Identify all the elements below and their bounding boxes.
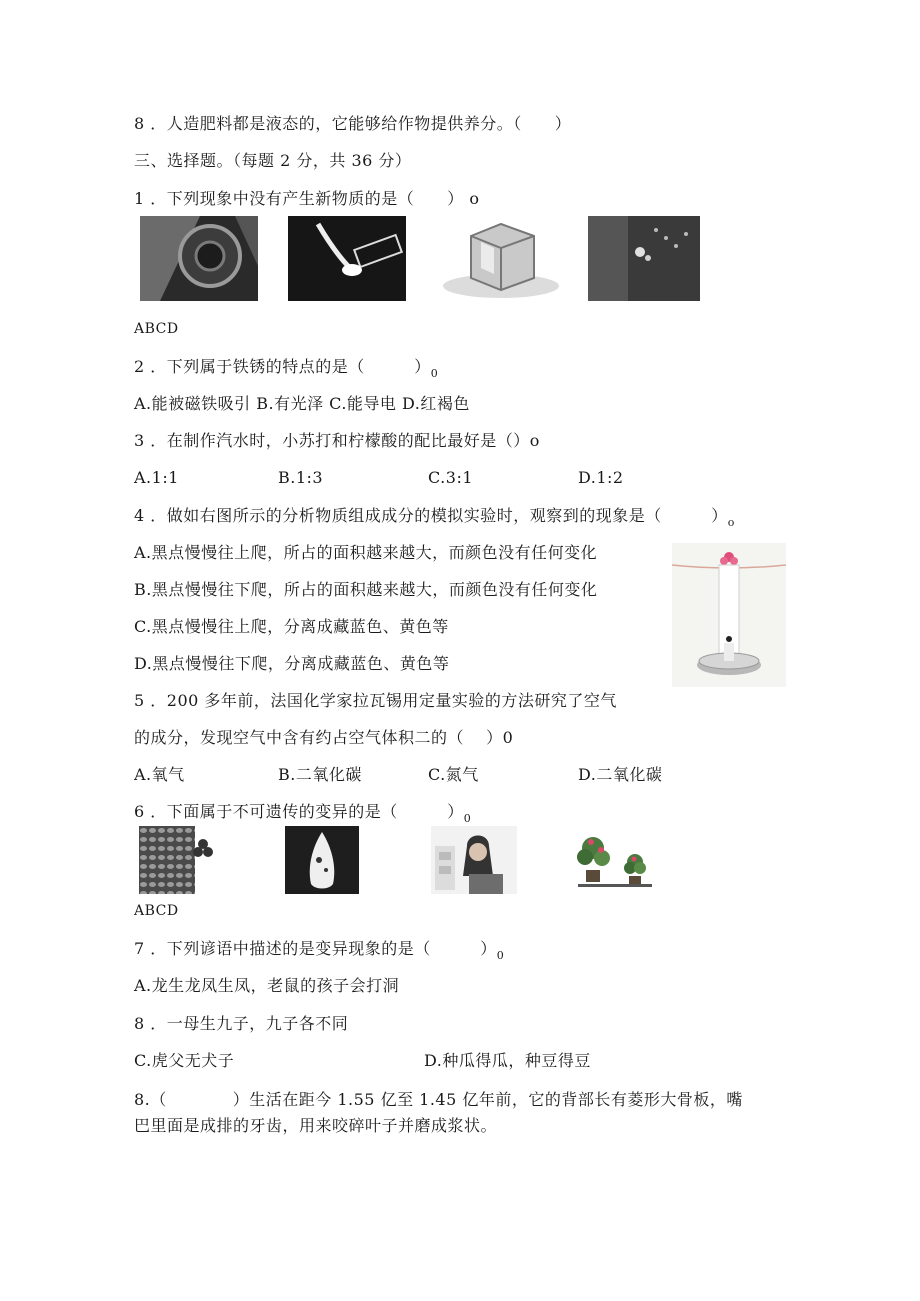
q1-image-a — [140, 216, 258, 301]
q6-image-b — [285, 826, 359, 894]
question-6-tail: 0 — [463, 812, 472, 825]
question-5-line-1: 5 ．200 多年前，法国化学家拉瓦锡用定量实验的方法研究了空气 — [134, 691, 617, 710]
q4-experiment-image — [672, 543, 786, 687]
q4-option-a: A.黑点慢慢往上爬，所占的面积越来越大，而颜色没有任何变化 — [134, 543, 598, 562]
question-1-text: 1 ．下列现象中没有产生新物质的是（ ） — [134, 189, 464, 208]
q4-option-c: C.黑点慢慢往上爬，分离成藏蓝色、黄色等 — [134, 617, 449, 636]
q3-option-b: B.1:3 — [278, 468, 324, 487]
question-2-tail: 0 — [430, 367, 439, 380]
q7-option-b: 8 ．一母生九子，九子各不同 — [134, 1014, 349, 1033]
q6-option-labels: ABCD — [134, 903, 179, 919]
question-2-options: A.能被磁铁吸引 B.有光泽 C.能导电 D.红褐色 — [134, 394, 470, 413]
question-8-line-2: 巴里面是成排的牙齿，用来咬碎叶子并磨成浆状。 — [134, 1116, 498, 1135]
q1-image-d — [588, 216, 700, 301]
q7-option-c: C.虎父无犬子 — [134, 1051, 235, 1070]
q6-image-c — [431, 826, 517, 894]
section-title: 三、选择题。（每题 2 分，共 36 分） — [134, 151, 412, 170]
q3-option-d: D.1:2 — [578, 468, 624, 487]
question-6-text: 6 ．下面属于不可遗传的变异的是（ ） — [134, 802, 464, 821]
q4-option-b: B.黑点慢慢往下爬，所占的面积越来越大，而颜色没有任何变化 — [134, 580, 598, 599]
question-1-tail: o — [469, 189, 480, 208]
q6-image-d — [576, 826, 654, 894]
q3-option-a: A.1:1 — [134, 468, 179, 487]
question-7-tail: 0 — [496, 949, 505, 962]
q1-image-c — [436, 216, 566, 301]
q7-option-d: D.种瓜得瓜，种豆得豆 — [424, 1051, 591, 1070]
question-6 — [134, 801, 471, 825]
q5-option-d: D.二氧化碳 — [578, 765, 663, 784]
question-8-line-1: 8.（ ）生活在距今 1.55 亿至 1.45 亿年前，它的背部长有菱形大骨板，嘴 — [134, 1090, 743, 1109]
q3-option-c: C.3:1 — [428, 468, 474, 487]
question-2 — [134, 356, 438, 380]
question-4 — [134, 505, 735, 529]
question-7-text: 7 ．下列谚语中描述的是变异现象的是（ ） — [134, 939, 497, 958]
q1-image-b — [288, 216, 406, 301]
question-4-text: 4 ．做如右图所示的分析物质组成成分的模拟实验时，观察到的现象是（ ） — [134, 506, 728, 525]
q6-image-a — [139, 826, 213, 894]
judge-question-8: 8 ．人造肥料都是液态的，它能够给作物提供养分。（ ） — [134, 114, 572, 133]
q1-option-labels: ABCD — [134, 321, 179, 337]
question-4-tail: o — [727, 516, 735, 529]
q4-option-d: D.黑点慢慢往下爬，分离成藏蓝色、黄色等 — [134, 654, 450, 673]
question-2-text: 2 ．下列属于铁锈的特点的是（ ） — [134, 357, 431, 376]
q5-option-a: A.氧气 — [134, 765, 185, 784]
q5-option-c: C.氮气 — [428, 765, 479, 784]
question-5-line-2: 的成分，发现空气中含有约占空气体积二的（ ）0 — [134, 728, 514, 747]
question-7 — [134, 938, 504, 962]
q7-option-a: A.龙生龙凤生凤，老鼠的孩子会打洞 — [134, 976, 400, 995]
question-1 — [134, 188, 480, 210]
question-3: 3 ．在制作汽水时，小苏打和柠檬酸的配比最好是（）o — [134, 431, 540, 450]
q5-option-b: B.二氧化碳 — [278, 765, 362, 784]
